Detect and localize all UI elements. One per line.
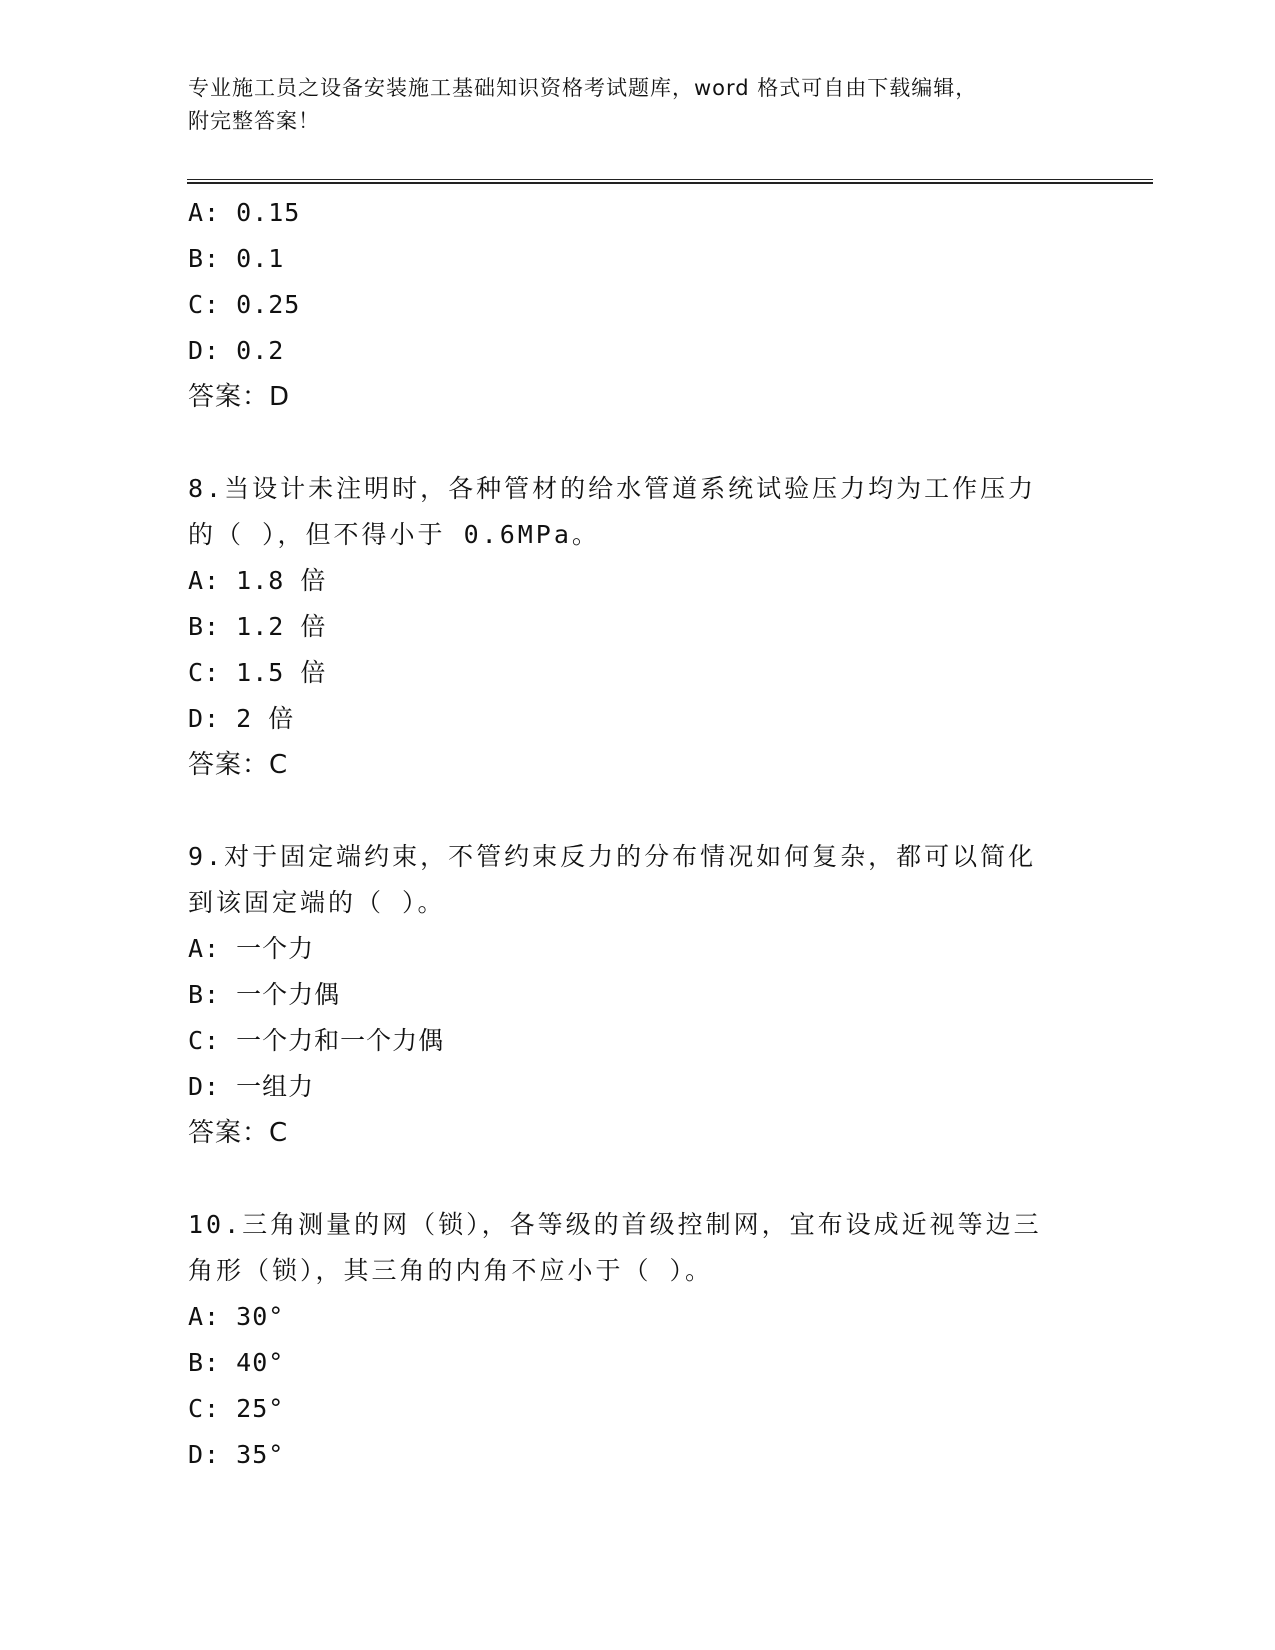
option-c: C: 1.5 倍 xyxy=(188,658,327,687)
question-stem-line-2: 角形（锁），其三角的内角不应小于（ ）。 xyxy=(188,1256,714,1285)
answer: 答案：C xyxy=(188,1118,289,1148)
option-b: B: 1.2 倍 xyxy=(188,612,327,641)
question-10 xyxy=(188,1202,1088,1478)
option-a: A: 1.8 倍 xyxy=(188,566,327,595)
question-stem-line-1: 10.三角测量的网（锁），各等级的首级控制网，宜布设成近视等边三 xyxy=(188,1210,1042,1239)
option-d: D: 0.2 xyxy=(188,336,285,365)
header-rule-thick xyxy=(187,182,1153,184)
header-line-2: 附完整答案！ xyxy=(188,109,320,133)
answer: 答案：C xyxy=(188,750,289,780)
spacer xyxy=(188,1156,1088,1202)
header-rule-thin xyxy=(187,179,1153,180)
option-b: B: 一个力偶 xyxy=(188,980,341,1009)
answer: 答案：D xyxy=(188,382,291,412)
document-header xyxy=(188,72,1068,138)
option-a: A: 30° xyxy=(188,1302,285,1331)
question-stem-line-2: 的（ ），但不得小于 0.6MPa。 xyxy=(188,520,600,549)
option-c: C: 25° xyxy=(188,1394,285,1423)
option-a: A: 0.15 xyxy=(188,198,301,227)
header-line-1: 专业施工员之设备安装施工基础知识资格考试题库，word 格式可自由下载编辑， xyxy=(188,76,978,100)
option-d: D: 35° xyxy=(188,1440,285,1469)
option-c: C: 0.25 xyxy=(188,290,301,319)
option-b: B: 0.1 xyxy=(188,244,285,273)
option-d: D: 2 倍 xyxy=(188,704,295,733)
spacer xyxy=(188,788,1088,834)
previous-question-tail xyxy=(188,190,1088,420)
question-8 xyxy=(188,466,1088,788)
option-c: C: 一个力和一个力偶 xyxy=(188,1026,445,1055)
question-stem-line-1: 9.对于固定端约束，不管约束反力的分布情况如何复杂，都可以简化 xyxy=(188,842,1037,871)
option-b: B: 40° xyxy=(188,1348,285,1377)
spacer xyxy=(188,420,1088,466)
question-list xyxy=(188,190,1088,1478)
question-9 xyxy=(188,834,1088,1156)
option-d: D: 一组力 xyxy=(188,1072,315,1101)
question-stem-line-1: 8.当设计未注明时，各种管材的给水管道系统试验压力均为工作压力 xyxy=(188,474,1037,503)
option-a: A: 一个力 xyxy=(188,934,315,963)
question-stem-line-2: 到该固定端的（ ）。 xyxy=(188,888,446,917)
